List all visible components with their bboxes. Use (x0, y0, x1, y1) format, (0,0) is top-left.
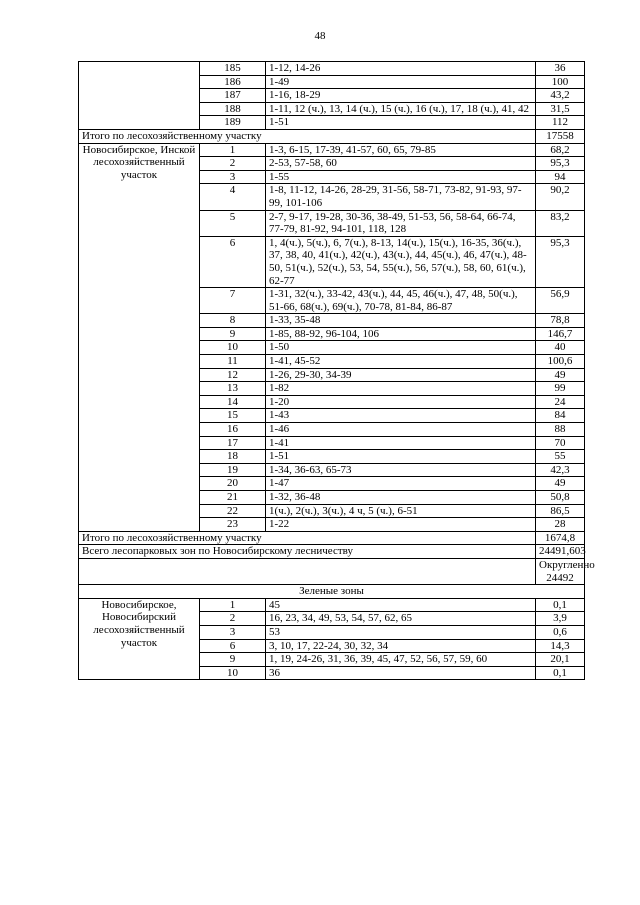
area-cell: 0,1 (536, 666, 585, 680)
area-cell: 3,9 (536, 612, 585, 626)
quarters-cell: 3, 10, 17, 22-24, 30, 32, 34 (266, 639, 536, 653)
area-cell: 99 (536, 382, 585, 396)
quarters-cell: 1-33, 35-48 (266, 314, 536, 328)
area-cell: 86,5 (536, 504, 585, 518)
area-cell: 55 (536, 450, 585, 464)
quarters-cell: 1-22 (266, 518, 536, 532)
allotment-number-cell: 22 (200, 504, 266, 518)
area-cell: 42,3 (536, 463, 585, 477)
area-cell: 95,3 (536, 236, 585, 287)
total-label-cell: Всего лесопарковых зон по Новосибирскому лесничеству (79, 545, 536, 559)
area-cell: 100 (536, 75, 585, 89)
quarters-cell: 1-16, 18-29 (266, 89, 536, 103)
allotment-number-cell: 17 (200, 436, 266, 450)
area-cell: 56,9 (536, 288, 585, 314)
area-cell: 14,3 (536, 639, 585, 653)
area-cell: 36 (536, 62, 585, 76)
area-cell: 31,5 (536, 102, 585, 116)
total-area-cell: 24491,603 (536, 545, 585, 559)
table-row (79, 598, 585, 612)
total-label-cell (79, 558, 536, 584)
allotment-number-cell: 21 (200, 491, 266, 505)
section-header-row (79, 585, 585, 599)
total-row (79, 129, 585, 143)
allotment-number-cell: 14 (200, 395, 266, 409)
quarters-cell: 1-82 (266, 382, 536, 396)
allotment-number-cell: 10 (200, 341, 266, 355)
total-area-cell: 1674,8 (536, 531, 585, 545)
total-row (79, 558, 585, 584)
quarters-cell: 1-34, 36-63, 65-73 (266, 463, 536, 477)
quarters-cell: 1-49 (266, 75, 536, 89)
quarters-cell: 2-53, 57-58, 60 (266, 157, 536, 171)
allotment-number-cell: 16 (200, 423, 266, 437)
quarters-cell: 1-12, 14-26 (266, 62, 536, 76)
allotment-number-cell: 185 (200, 62, 266, 76)
allotment-number-cell: 12 (200, 368, 266, 382)
allotment-number-cell: 11 (200, 355, 266, 369)
area-cell: 88 (536, 423, 585, 437)
allotment-number-cell: 186 (200, 75, 266, 89)
quarters-cell: 2-7, 9-17, 19-28, 30-36, 38-49, 51-53, 56, 58-64, 66-74, 77-79, 81-92, 94-101, 118, 128 (266, 210, 536, 236)
area-cell: 83,2 (536, 210, 585, 236)
total-area-cell: Округленно 24492 (536, 558, 585, 584)
allotment-number-cell: 4 (200, 184, 266, 210)
area-cell: 49 (536, 368, 585, 382)
allotment-number-cell: 9 (200, 653, 266, 667)
area-cell: 70 (536, 436, 585, 450)
quarters-cell: 1-43 (266, 409, 536, 423)
quarters-cell: 36 (266, 666, 536, 680)
table-row (79, 143, 585, 157)
area-cell: 24 (536, 395, 585, 409)
quarters-cell: 16, 23, 34, 49, 53, 54, 57, 62, 65 (266, 612, 536, 626)
allotment-number-cell: 189 (200, 116, 266, 130)
quarters-cell: 1-46 (266, 423, 536, 437)
allotment-number-cell: 2 (200, 157, 266, 171)
quarters-cell: 1-41 (266, 436, 536, 450)
quarters-cell: 1-50 (266, 341, 536, 355)
quarters-cell: 1-41, 45-52 (266, 355, 536, 369)
area-cell: 84 (536, 409, 585, 423)
area-cell: 90,2 (536, 184, 585, 210)
quarters-cell: 1-55 (266, 170, 536, 184)
total-row (79, 545, 585, 559)
area-cell: 43,2 (536, 89, 585, 103)
quarters-cell: 1, 4(ч.), 5(ч.), 6, 7(ч.), 8-13, 14(ч.), 15(ч.), 16-35, 36(ч.), 37, 38, 40, 41(ч.), 42(ч.), 43(ч.), 44, 45(ч.), 46, 47(ч.), 48-50, 51(ч.), 52(ч.), 53, 54, 55(ч.), 56, 57(ч.), 58, 60, 61(ч.), 62-77 (266, 236, 536, 287)
total-label-cell: Итого по лесохозяйственному участку (79, 129, 536, 143)
allotment-number-cell: 13 (200, 382, 266, 396)
quarters-cell: 1-47 (266, 477, 536, 491)
area-cell: 146,7 (536, 327, 585, 341)
allotment-number-cell: 19 (200, 463, 266, 477)
area-cell: 20,1 (536, 653, 585, 667)
quarters-cell: 1-11, 12 (ч.), 13, 14 (ч.), 15 (ч.), 16 (ч.), 17, 18 (ч.), 41, 42 (266, 102, 536, 116)
allotment-number-cell: 188 (200, 102, 266, 116)
allotment-number-cell: 5 (200, 210, 266, 236)
section-header-cell: Зеленые зоны (79, 585, 585, 599)
allotment-number-cell: 9 (200, 327, 266, 341)
quarters-cell: 1(ч.), 2(ч.), 3(ч.), 4 ч, 5 (ч.), 6-51 (266, 504, 536, 518)
allotment-number-cell: 8 (200, 314, 266, 328)
area-cell: 40 (536, 341, 585, 355)
allotment-number-cell: 15 (200, 409, 266, 423)
area-cell: 112 (536, 116, 585, 130)
area-cell: 0,1 (536, 598, 585, 612)
allotment-number-cell: 6 (200, 639, 266, 653)
area-cell: 49 (536, 477, 585, 491)
quarters-cell: 1-51 (266, 116, 536, 130)
allotment-number-cell: 3 (200, 625, 266, 639)
total-row (79, 531, 585, 545)
section-cell (79, 62, 200, 130)
area-cell: 100,6 (536, 355, 585, 369)
quarters-cell: 1-8, 11-12, 14-26, 28-29, 31-56, 58-71, 73-82, 91-93, 97-99, 101-106 (266, 184, 536, 210)
forest-zones-table (78, 61, 595, 680)
quarters-cell: 1-3, 6-15, 17-39, 41-57, 60, 65, 79-85 (266, 143, 536, 157)
quarters-cell: 1-85, 88-92, 96-104, 106 (266, 327, 536, 341)
allotment-number-cell: 1 (200, 143, 266, 157)
area-cell: 50,8 (536, 491, 585, 505)
allotment-number-cell: 20 (200, 477, 266, 491)
quarters-cell: 53 (266, 625, 536, 639)
area-cell: 28 (536, 518, 585, 532)
area-cell: 94 (536, 170, 585, 184)
total-area-cell: 17558 (536, 129, 585, 143)
allotment-number-cell: 18 (200, 450, 266, 464)
quarters-cell: 1-31, 32(ч.), 33-42, 43(ч.), 44, 45, 46(ч.), 47, 48, 50(ч.), 51-66, 68(ч.), 69(ч.), 70-78, 81-84, 86-87 (266, 288, 536, 314)
quarters-cell: 1-26, 29-30, 34-39 (266, 368, 536, 382)
table-row (79, 62, 585, 76)
quarters-cell: 1-32, 36-48 (266, 491, 536, 505)
quarters-cell: 1, 19, 24-26, 31, 36, 39, 45, 47, 52, 56, 57, 59, 60 (266, 653, 536, 667)
allotment-number-cell: 7 (200, 288, 266, 314)
allotment-number-cell: 2 (200, 612, 266, 626)
section-cell: Новосибирское, Инской лесохозяйственный участок (79, 143, 200, 531)
total-label-cell: Итого по лесохозяйственному участку (79, 531, 536, 545)
area-cell: 0,6 (536, 625, 585, 639)
allotment-number-cell: 10 (200, 666, 266, 680)
quarters-cell: 45 (266, 598, 536, 612)
allotment-number-cell: 6 (200, 236, 266, 287)
allotment-number-cell: 187 (200, 89, 266, 103)
area-cell: 68,2 (536, 143, 585, 157)
allotment-number-cell: 23 (200, 518, 266, 532)
area-cell: 78,8 (536, 314, 585, 328)
quarters-cell: 1-51 (266, 450, 536, 464)
section-cell: Новосибирское, Новосибирский лесохозяйственный участок (79, 598, 200, 680)
allotment-number-cell: 3 (200, 170, 266, 184)
allotment-number-cell: 1 (200, 598, 266, 612)
area-cell: 95,3 (536, 157, 585, 171)
quarters-cell: 1-20 (266, 395, 536, 409)
page-number: 48 (314, 30, 326, 42)
